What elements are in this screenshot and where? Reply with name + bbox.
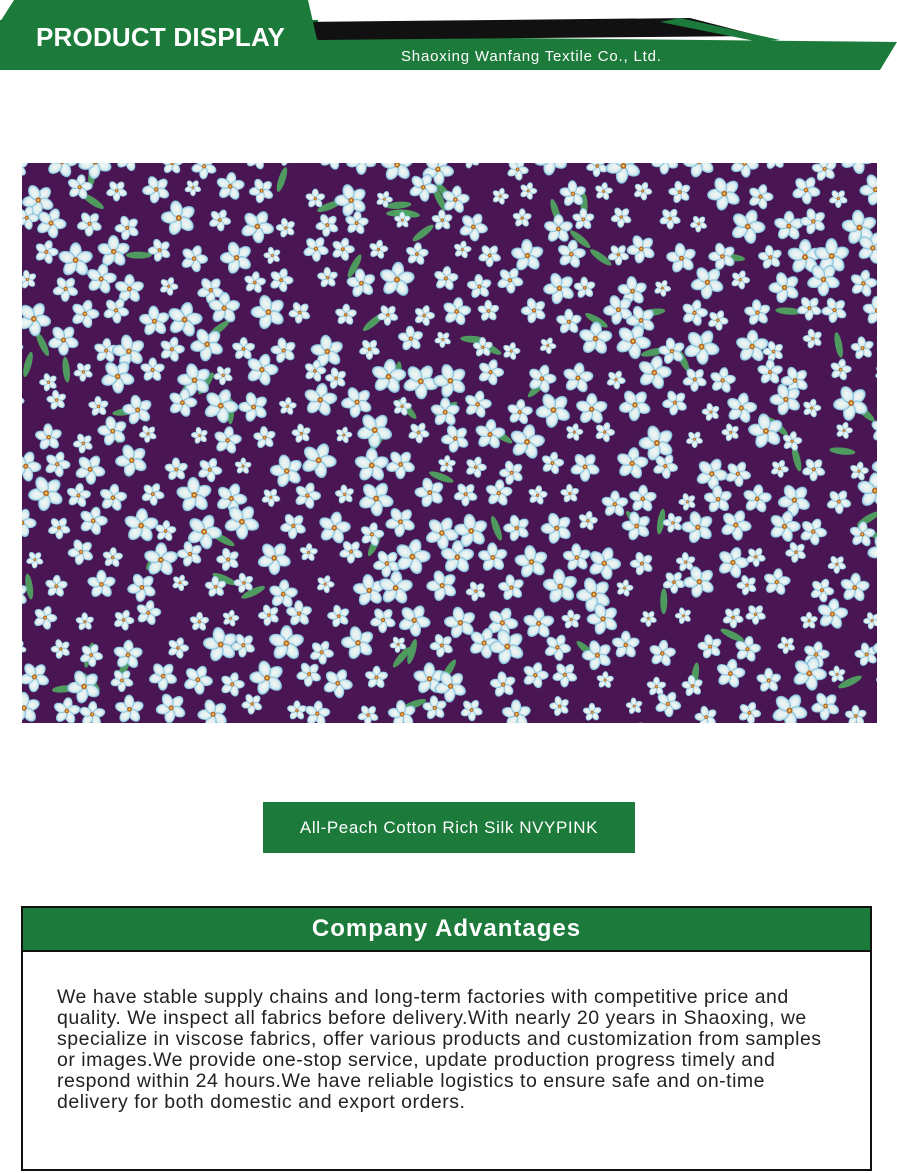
page-header — [0, 0, 897, 72]
product-name-label: All-Peach Cotton Rich Silk NVYPINK — [263, 802, 635, 853]
company-advantages-title: Company Advantages — [23, 908, 870, 952]
page-title: PRODUCT DISPLAY — [36, 22, 286, 52]
company-name: Shaoxing Wanfang Textile Co., Ltd. — [401, 48, 662, 65]
fabric-pattern-image — [22, 163, 877, 723]
company-advantages-panel — [21, 906, 872, 1171]
fabric-photo — [22, 163, 877, 723]
company-advantages-text: We have stable supply chains and long-term factories with competitive price and quality. We inspect all fabrics before delivery.With nearly 20 years in Shaoxing, we specialize in viscose fabrics, offer various products and customization from samples or images.We provide one-stop service, update production progress timely and respond within 24 hours.We have reliable logistics to ensure safe and on-time delivery for both domestic and export orders. — [57, 986, 822, 1113]
